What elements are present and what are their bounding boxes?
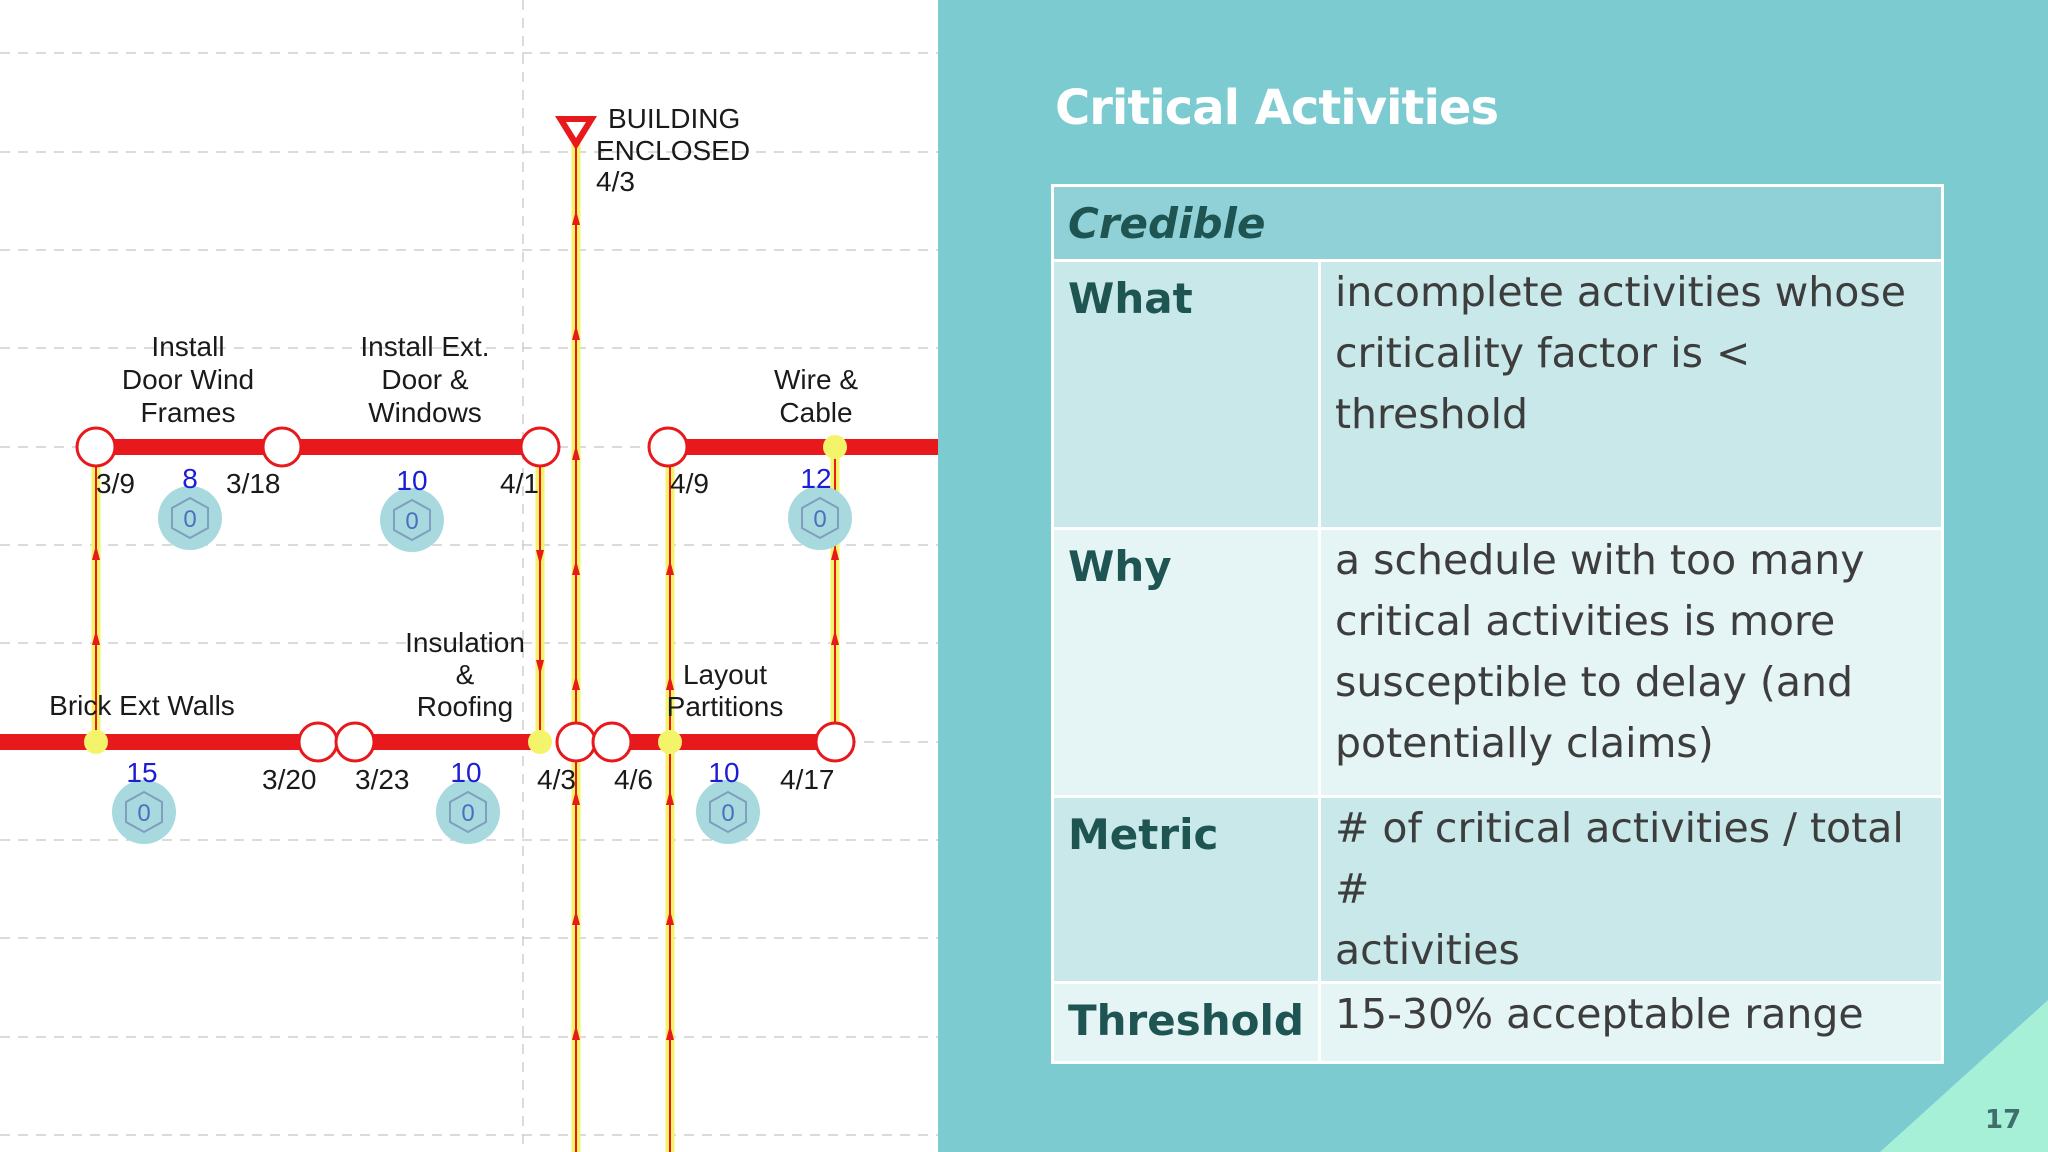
activity-name: Install — [151, 331, 225, 362]
table-header-row — [1053, 186, 1943, 261]
criteria-table — [1051, 184, 1944, 1064]
activity-name: Wire & — [774, 364, 858, 395]
activity-float: 0 — [461, 800, 475, 827]
row-value — [1319, 797, 1942, 983]
value-line: critical activities is more — [1334, 597, 1836, 645]
value-line: a schedule with too many — [1334, 536, 1865, 584]
milestone-label-line1: BUILDING — [608, 103, 741, 134]
table-row — [1053, 797, 1943, 983]
activity-start-date: 4/6 — [614, 764, 653, 795]
activity-float: 0 — [405, 508, 419, 535]
activity-finish-date: 3/20 — [262, 764, 317, 795]
activity-duration: 10 — [450, 757, 482, 788]
activity-name: Insulation — [405, 627, 525, 658]
value-line: susceptible to delay (and — [1334, 658, 1853, 706]
activity-name: Frames — [140, 397, 236, 428]
slide-title: Critical Activities — [1055, 80, 1499, 136]
grid-lines — [0, 0, 938, 1152]
activity-duration: 10 — [708, 757, 740, 788]
value-line: potentially claims) — [1334, 719, 1714, 767]
activity-float: 0 — [721, 800, 735, 827]
activity-finish-date: 4/17 — [780, 764, 835, 795]
activity-float: 0 — [183, 506, 197, 533]
activity-name: Layout — [682, 659, 768, 690]
row-value — [1319, 261, 1942, 529]
activity-duration: 15 — [126, 757, 158, 788]
activity-finish-date: 4/3 — [537, 764, 576, 795]
row-value — [1319, 529, 1942, 797]
activity-name: Install Ext. — [360, 331, 490, 362]
activity-start-date: 4/9 — [670, 468, 709, 499]
row-label: What — [1053, 261, 1320, 529]
value-line: 15-30% acceptable range — [1334, 990, 1864, 1038]
activity-start-date: 3/9 — [96, 468, 135, 499]
network-diagram-panel — [0, 0, 938, 1152]
activity-finish-date: 3/18 — [226, 468, 281, 499]
row-label: Threshold — [1053, 983, 1320, 1063]
activity-start-date: 3/23 — [355, 764, 410, 795]
activity-finish-date: 4/1 — [500, 468, 539, 499]
activity-float: 0 — [813, 506, 827, 533]
row-label: Why — [1053, 529, 1320, 797]
table-row — [1053, 529, 1943, 797]
activity-name: & — [455, 659, 475, 690]
row-value — [1319, 983, 1942, 1063]
value-line: criticality factor is < — [1334, 329, 1751, 377]
milestone-label-line2: ENCLOSED — [596, 135, 751, 166]
activity-name: Door & — [381, 364, 469, 395]
milestone-date: 4/3 — [596, 166, 635, 197]
corner-accent-triangle — [1880, 1000, 2048, 1152]
activity-name: Windows — [368, 397, 482, 428]
activity-duration: 10 — [396, 465, 428, 496]
activity-duration: 12 — [800, 463, 832, 494]
value-line: incomplete activities whose — [1334, 268, 1906, 316]
activity-name: Brick Ext Walls — [49, 690, 235, 721]
activity-name: Cable — [779, 397, 853, 428]
activity-duration: 8 — [182, 463, 198, 494]
activity-name: Door Wind — [121, 364, 255, 395]
row-label: Metric — [1053, 797, 1320, 983]
table-row — [1053, 983, 1943, 1063]
activity-float: 0 — [137, 800, 151, 827]
table-header: Credible — [1053, 186, 1943, 261]
activity-name: Roofing — [416, 691, 514, 722]
network-diagram — [0, 0, 938, 1152]
activity-name: Partitions — [666, 691, 784, 722]
value-line: threshold — [1334, 390, 1529, 438]
red-triangle-milestone-icon — [555, 116, 597, 150]
table-row — [1053, 261, 1943, 529]
value-line: activities — [1334, 926, 1520, 974]
page-number: 17 — [1985, 1105, 2022, 1135]
value-line: # of critical activities / total # — [1334, 804, 1904, 913]
